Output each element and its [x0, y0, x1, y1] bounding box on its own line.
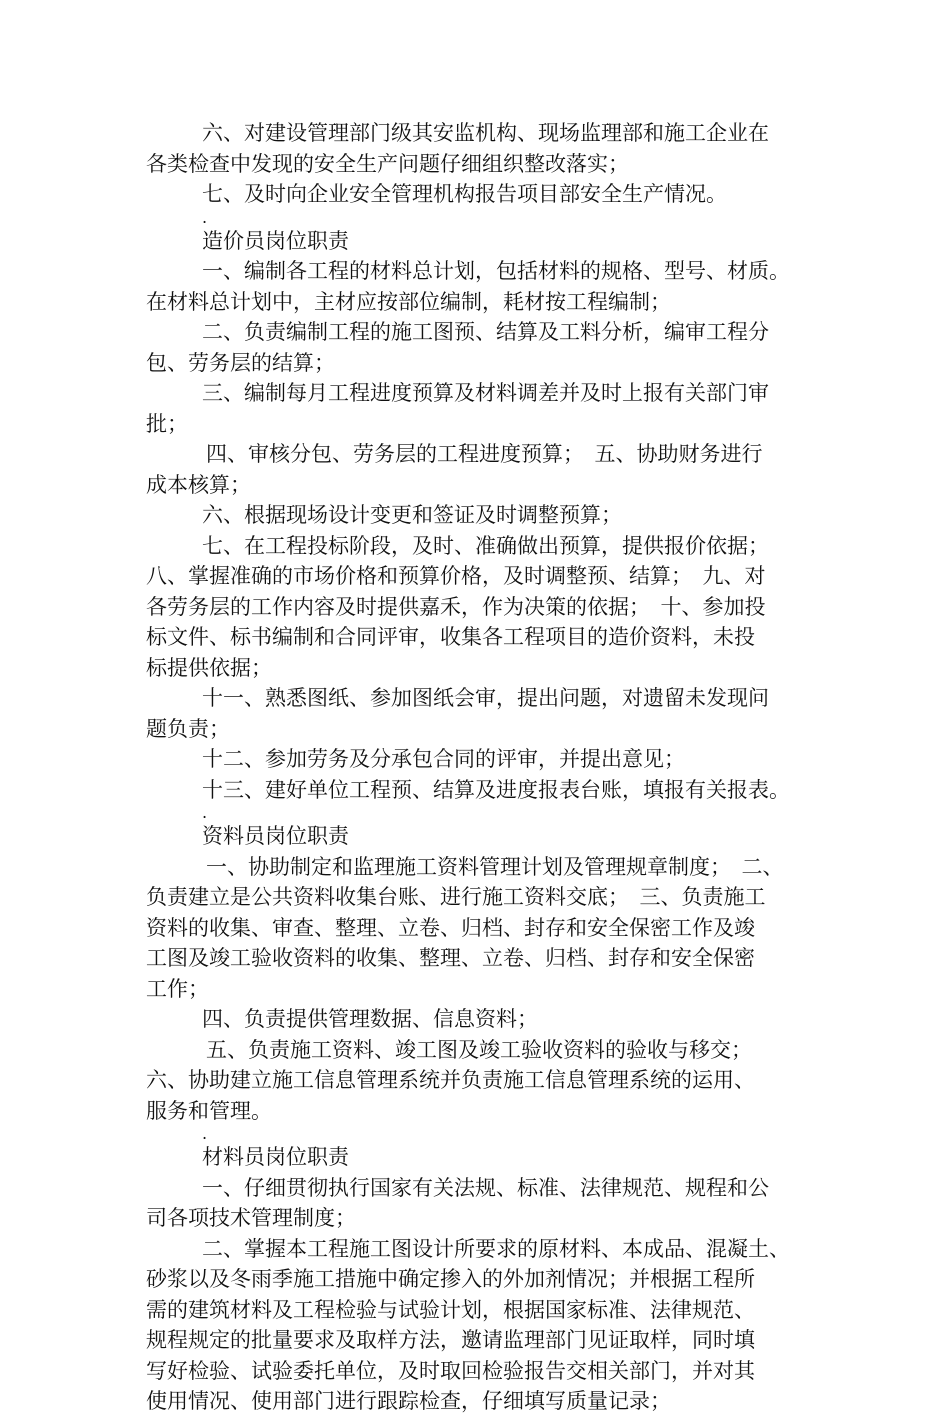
cost-engineer-section — [146, 207, 818, 806]
text-line: 题负责； — [146, 716, 230, 741]
text-line: 六、对建设管理部门级其安监机构、现场监理部和施工企业在 — [202, 121, 769, 145]
text-line: 三、编制每月工程进度预算及材料调差并及时上报有关部门审 — [202, 381, 769, 405]
text-line: 六、根据现场设计变更和签证及时调整预算； — [202, 503, 622, 527]
text-line: 十一、熟悉图纸、参加图纸会审，提出问题，对遗留未发现问 — [202, 686, 769, 710]
text-line: 标提供依据； — [146, 655, 272, 680]
section-separator: . — [202, 1124, 208, 1143]
safety-duties-section — [146, 118, 818, 210]
text-line: 一、仔细贯彻执行国家有关法规、标准、法律规范、规程和公 — [202, 1175, 769, 1200]
text-line: 成本核算； — [146, 472, 251, 497]
text-line: 负责建立是公共资料收集台账、进行施工资料交底； 三、负责施工 — [146, 885, 766, 909]
text-line: 七、及时向企业安全管理机构报告项目部安全生产情况。 — [202, 182, 727, 206]
text-line: 使用情况、使用部门进行跟踪检查，仔细填写质量记录； — [146, 1389, 671, 1413]
text-line: 六、协助建立施工信息管理系统并负责施工信息管理系统的运用、 — [146, 1068, 755, 1092]
text-line: 工图及竣工验收资料的收集、整理、立卷、归档、封存和安全保密 — [146, 946, 755, 970]
text-line: 一、编制各工程的材料总计划，包括材料的规格、型号、材质。 — [202, 259, 790, 283]
section-separator: . — [202, 803, 208, 822]
text-line: 服务和管理。 — [146, 1098, 272, 1123]
text-line: 十三、建好单位工程预、结算及进度报表台账，填报有关报表。 — [202, 777, 790, 802]
section-title: 材料员岗位职责 — [202, 1145, 349, 1169]
text-line: 规程规定的批量要求及取样方法，邀请监理部门见证取样，同时填 — [146, 1328, 755, 1352]
text-line: 砂浆以及冬雨季施工措施中确定掺入的外加剂情况；并根据工程所 — [146, 1267, 755, 1291]
text-line: 二、负责编制工程的施工图预、结算及工料分析，编审工程分 — [202, 320, 769, 344]
text-line: 一、协助制定和监理施工资料管理计划及管理规章制度； 二、 — [206, 854, 784, 879]
text-line: 标文件、标书编制和合同评审，收集各工程项目的造价资料，未投 — [146, 625, 755, 649]
text-line: 工作； — [146, 976, 209, 1001]
text-line: 司各项技术管理制度； — [146, 1206, 356, 1230]
document-clerk-section — [146, 805, 818, 1126]
text-line: 八、掌握准确的市场价格和预算价格，及时调整预、结算； 九、对 — [146, 564, 766, 588]
section-separator: . — [202, 207, 208, 227]
text-line: 各劳务层的工作内容及时提供嘉禾，作为决策的依据； 十、参加投 — [146, 594, 766, 619]
text-line: 各类检查中发现的安全生产问题仔细组织整改落实； — [146, 151, 629, 176]
text-line: 七、在工程投标阶段，及时、准确做出预算，提供报价依据； — [202, 533, 769, 558]
text-line: 写好检验、试验委托单位，及时取回检验报告交相关部门，并对其 — [146, 1358, 755, 1383]
text-line: 需的建筑材料及工程检验与试验计划，根据国家标准、法律规范、 — [146, 1297, 755, 1322]
text-line: 五、负责施工资料、竣工图及竣工验收资料的验收与移交； — [206, 1037, 752, 1062]
text-line: 四、负责提供管理数据、信息资料； — [202, 1007, 538, 1031]
text-line: 四、审核分包、劳务层的工程进度预算； 五、协助财务进行 — [206, 442, 763, 466]
section-title: 造价员岗位职责 — [202, 228, 349, 253]
text-line: 资料的收集、审查、整理、立卷、归档、封存和安全保密工作及竣 — [146, 915, 755, 940]
text-line: 在材料总计划中，主材应按部位编制，耗材按工程编制； — [146, 289, 671, 314]
section-title: 资料员岗位职责 — [202, 824, 349, 848]
text-line: 十二、参加劳务及分承包合同的评审，并提出意见； — [202, 747, 685, 771]
material-clerk-section — [146, 1126, 818, 1417]
text-line: 包、劳务层的结算； — [146, 350, 335, 375]
document-body — [146, 118, 818, 1417]
text-line: 二、掌握本工程施工图设计所要求的原材料、本成品、混凝土、 — [202, 1236, 790, 1261]
text-line: 批； — [146, 411, 188, 436]
